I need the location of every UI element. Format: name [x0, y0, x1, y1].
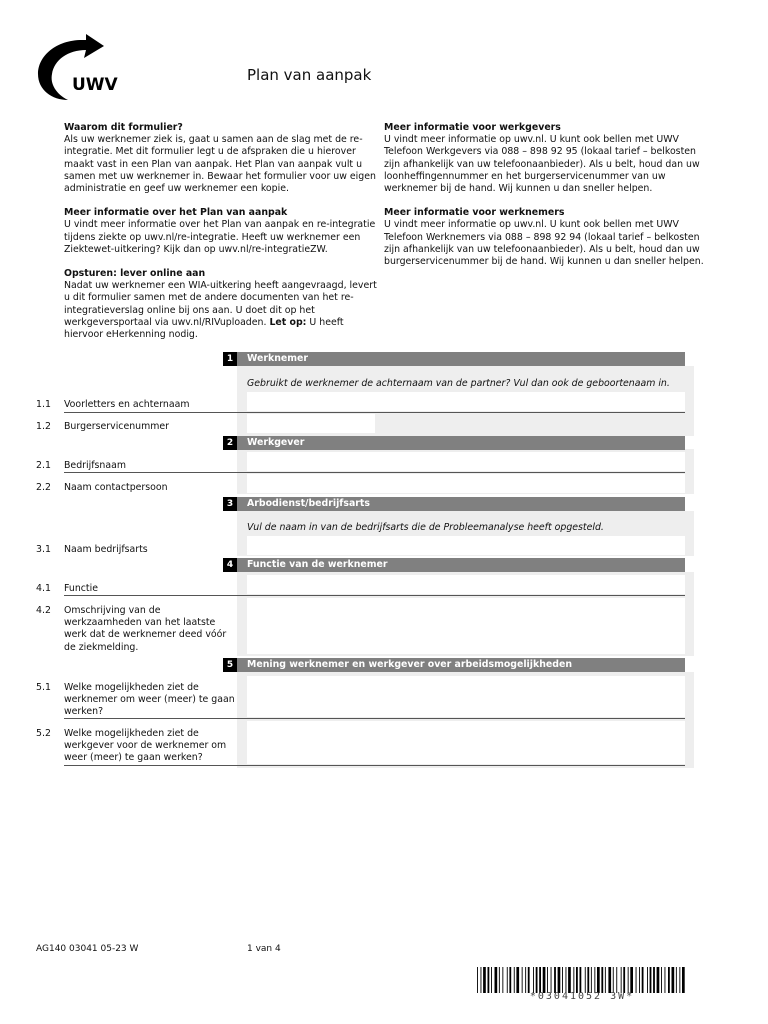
- barcode-bar: [650, 967, 652, 993]
- intro-text: U vindt meer informatie op uwv.nl. U kunt ook bellen met UWV Telefoon Werknemers via 088 – 898 92 94 (lokaal tarief – belkosten zijn afhankelijk van uw telefoonaanbieder). Als u belt, houd dan uw burgerservicenummer bij de hand. Wij kunnen u dan sneller helpen.: [384, 219, 704, 268]
- intro-more-info-plan: [64, 207, 380, 256]
- barcode-bar: [580, 967, 582, 993]
- barcode-bar: [613, 967, 614, 993]
- question-label: Welke mogelijkheden ziet de werknemer om weer (meer) te gaan werken?: [64, 682, 235, 718]
- barcode-bar: [587, 967, 589, 993]
- barcode-bar: [509, 967, 511, 993]
- employer-possibilities-input[interactable]: [247, 721, 685, 764]
- question-label: Naam contactpersoon: [64, 482, 168, 493]
- intro-heading: Opsturen: lever online aan: [64, 268, 206, 280]
- question-number: 4.2: [36, 605, 51, 616]
- barcode-bar: [621, 967, 622, 993]
- barcode-bar: [543, 967, 546, 993]
- barcode-bar: [636, 967, 637, 993]
- barcode-bar: [536, 967, 538, 993]
- intro-employees: [384, 207, 704, 268]
- barcode-bar: [591, 967, 592, 993]
- question-number: 3.1: [36, 544, 51, 555]
- question-label: Naam bedrijfsarts: [64, 544, 148, 555]
- section-3-instruction: Vul de naam in van de bedrijfsarts die de Probleemanalyse heeft opgesteld.: [247, 522, 604, 533]
- company-doctor-input[interactable]: [247, 536, 685, 555]
- barcode-bar: [547, 967, 548, 993]
- barcode-bar: [522, 967, 523, 993]
- contact-person-input[interactable]: [247, 474, 685, 493]
- barcode-bar: [628, 967, 629, 993]
- barcode-bar: [525, 967, 526, 993]
- barcode-bar: [653, 967, 655, 993]
- intro-left: [64, 122, 380, 353]
- barcode-bar: [608, 967, 611, 993]
- barcode-bar: [585, 967, 586, 993]
- intro-heading: Waarom dit formulier?: [64, 122, 183, 133]
- intro-heading: Meer informatie voor werknemers: [384, 207, 565, 219]
- barcode-bar: [481, 967, 482, 993]
- barcode-bar: [495, 967, 498, 993]
- form-code: AG140 03041 05-23 W: [36, 944, 139, 954]
- intro-right: [384, 122, 704, 280]
- divider: [64, 765, 685, 766]
- barcode-bar: [672, 967, 675, 993]
- barcode-bar: [601, 967, 603, 993]
- intro-employers: [384, 122, 704, 195]
- barcode-bar: [516, 967, 519, 993]
- barcode-bar: [605, 967, 606, 993]
- divider: [64, 472, 685, 473]
- question-number: 4.1: [36, 583, 51, 594]
- divider: [64, 718, 685, 719]
- uwv-logo: [34, 34, 130, 106]
- intro-heading: Meer informatie voor werkgevers: [384, 122, 561, 133]
- section-5-number: 5: [223, 658, 237, 672]
- barcode-bar: [562, 967, 563, 993]
- logo-text: UWV: [72, 75, 118, 95]
- barcode-bar: [682, 967, 685, 993]
- barcode-bar: [507, 967, 508, 993]
- section-5-title: Mening werknemer en werkgever over arbeidsmogelijkheden: [237, 658, 685, 672]
- barcode: [477, 967, 687, 993]
- barcode-bar: [499, 967, 500, 993]
- barcode-bar: [488, 967, 490, 993]
- question-number: 1.2: [36, 421, 51, 432]
- function-input[interactable]: [247, 575, 685, 594]
- barcode-bar: [554, 967, 556, 993]
- barcode-bar: [533, 967, 534, 993]
- question-label: Functie: [64, 583, 98, 594]
- section-1-number: 1: [223, 352, 237, 366]
- barcode-bar: [668, 967, 670, 993]
- intro-text-bold: Let op:: [269, 316, 307, 328]
- section-1-title: Werknemer: [237, 352, 685, 366]
- barcode-bar: [514, 967, 515, 993]
- divider: [64, 412, 685, 413]
- initials-surname-input[interactable]: [247, 392, 685, 411]
- intro-text-part: U heeft hiervoor eHerkenning nodig.: [64, 316, 344, 341]
- section-3-number: 3: [223, 497, 237, 511]
- question-number: 5.2: [36, 728, 51, 739]
- barcode-bar: [477, 967, 478, 993]
- barcode-bar: [502, 967, 503, 993]
- barcode-bar: [483, 967, 486, 993]
- intro-text: Als uw werknemer ziek is, gaat u samen aan de slag met de re-integratie. Met dit formulier legt u de afspraken die u hierover maakt vast in een Plan van aanpak. Het Plan van aanpak vult u samen met uw werknemer in. Bewaar het formulier voor uw eigen administratie en geef uw werknemer een kopie.: [64, 134, 376, 195]
- question-label: Omschrijving van de werkzaamheden van het laatste werk dat de werknemer deed vóór de ziekmelding.: [64, 605, 227, 653]
- barcode-text: *03041052 3W*: [529, 991, 635, 1002]
- page-title: Plan van aanpak: [247, 66, 372, 84]
- barcode-bar: [568, 967, 571, 993]
- barcode-bar: [573, 967, 574, 993]
- barcode-bar: [623, 967, 625, 993]
- barcode-bar: [594, 967, 595, 993]
- barcode-bar: [665, 967, 666, 993]
- barcode-bar: [642, 967, 644, 993]
- work-description-input[interactable]: [247, 598, 685, 654]
- section-2-title: Werkgever: [237, 436, 685, 450]
- page-number: 1 van 4: [247, 944, 281, 954]
- barcode-bar: [597, 967, 600, 993]
- intro-why: [64, 122, 380, 195]
- question-number: 1.1: [36, 399, 51, 410]
- question-number: 2.1: [36, 460, 51, 471]
- barcode-bar: [661, 967, 662, 993]
- section-2-number: 2: [223, 436, 237, 450]
- section-1-instruction: Gebruikt de werknemer de achternaam van de partner? Vul dan ook de geboortenaam in.: [247, 378, 670, 389]
- bsn-input[interactable]: [247, 414, 375, 433]
- divider: [64, 595, 685, 596]
- barcode-bar: [528, 967, 530, 993]
- question-label: Welke mogelijkheden ziet de werkgever voor de werknemer om weer (meer) te gaan werken?: [64, 728, 227, 764]
- barcode-bar: [491, 967, 492, 993]
- barcode-bar: [558, 967, 561, 993]
- section-4-number: 4: [223, 558, 237, 572]
- section-3-title: Arbodienst/bedrijfsarts: [237, 497, 685, 511]
- intro-text: [64, 280, 380, 341]
- intro-text-part: Nadat uw werknemer een WIA-uitkering heeft aangevraagd, levert u dit formulier samen met de andere documenten van het re-integratieverslag online bij ons aan. U doet dit op het werkgeversportaal via uwv.nl/RIVuploaden.: [64, 280, 377, 328]
- question-label: Burgerservicenummer: [64, 421, 169, 432]
- barcode-bar: [576, 967, 578, 993]
- barcode-bar: [551, 967, 552, 993]
- question-label: Voorletters en achternaam: [64, 399, 190, 410]
- intro-text: U vindt meer informatie op uwv.nl. U kunt ook bellen met UWV Telefoon Werkgevers via 088 – 898 92 95 (lokaal tarief – belkosten zijn afhankelijk van uw telefoonaanbieder). Als u belt, houd dan uw loonheffingennummer en het burgerservicenummer van uw werknemer bij de hand. Wij kunnen u dan sneller helpen.: [384, 134, 700, 195]
- barcode-bar: [657, 967, 660, 993]
- barcode-bar: [639, 967, 640, 993]
- barcode-bar: [679, 967, 680, 993]
- barcode-bar: [676, 967, 677, 993]
- barcode-bar: [616, 967, 617, 993]
- intro-heading: Meer informatie over het Plan van aanpak: [64, 207, 288, 219]
- question-number: 5.1: [36, 682, 51, 693]
- company-name-input[interactable]: [247, 452, 685, 471]
- question-label: Bedrijfsnaam: [64, 460, 126, 471]
- barcode-bar: [539, 967, 541, 993]
- barcode-bar: [647, 967, 648, 993]
- barcode-bar: [630, 967, 633, 993]
- intro-text: U vindt meer informatie over het Plan van aanpak en re-integratie tijdens ziekte op uwv.nl/re-integratie. Heeft uw werknemer een Ziektewet-uitkering? Kijk dan op uwv.nl/re-integratieZW.: [64, 219, 376, 255]
- section-4-title: Functie van de werknemer: [237, 558, 685, 572]
- barcode-bar: [566, 967, 567, 993]
- intro-submit: [64, 268, 380, 341]
- employee-possibilities-input[interactable]: [247, 676, 685, 717]
- question-number: 2.2: [36, 482, 51, 493]
